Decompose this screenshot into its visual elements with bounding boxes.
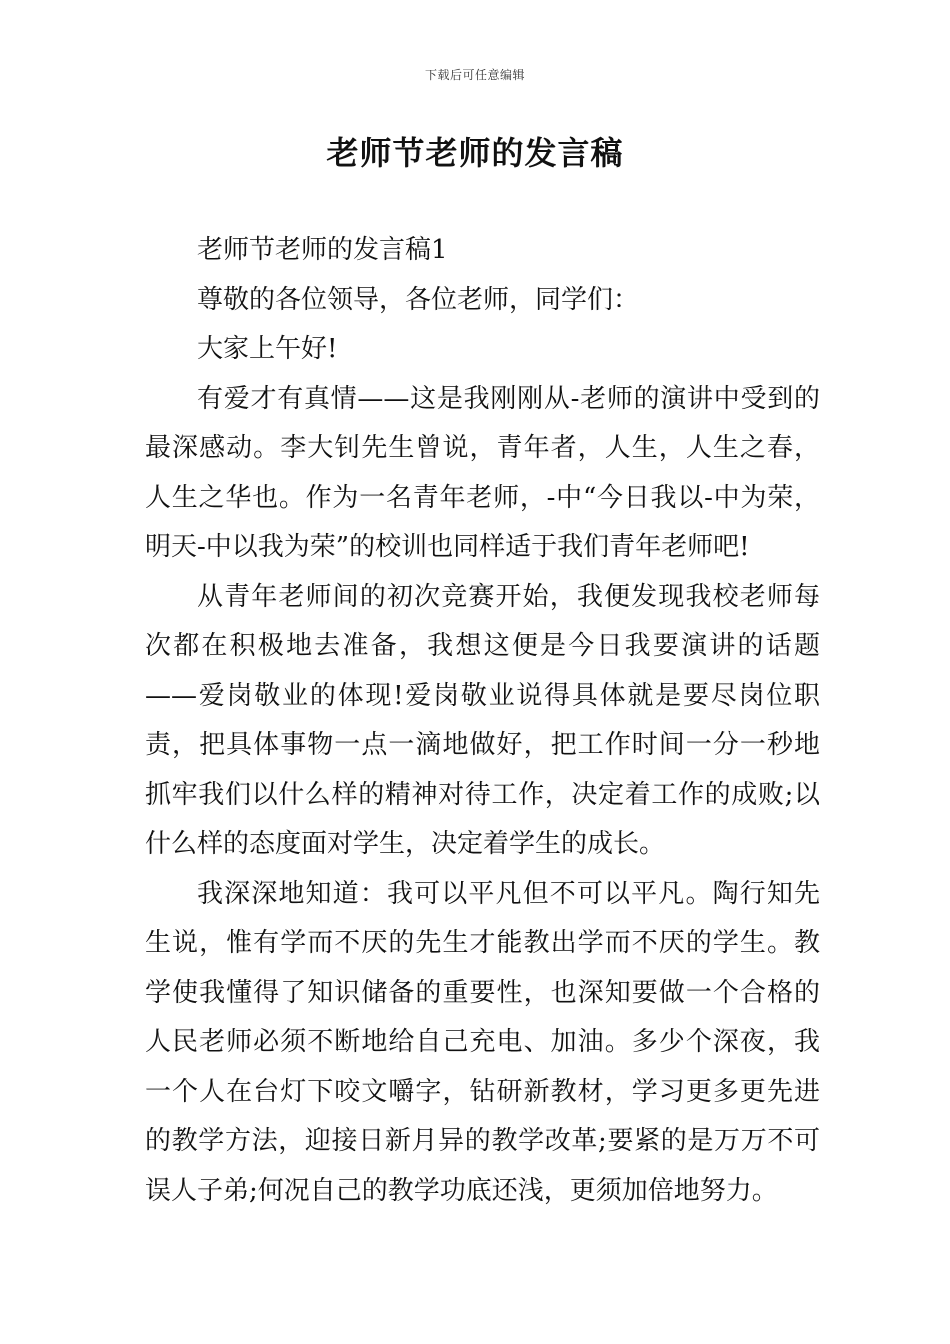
paragraph-subtitle: 老师节老师的发言稿1 xyxy=(197,235,448,265)
paragraph-body: 我深深地知道：我可以平凡但不可以平凡。陶行知先生说，惟有学而不厌的先生才能教出学而不厌的学生。教学使我懂得了知识储备的重要性，也深知要做一个合格的人民老师必须不断地给自己充电、加油。多少个深夜，我一个人在台灯下咬文嚼字，钻研新教材，学习更多更先进的教学方法，迎接日新月异的教学改革;要紧的是万万不可误人子弟;何况自己的教学功底还浅，更须加倍地努力。 xyxy=(145,878,820,1206)
header-note: 下载后可任意编辑 xyxy=(424,68,525,82)
paragraph-body: 有爱才有真情——这是我刚刚从-老师的演讲中受到的最深感动。李大钊先生曾说，青年者，人生，人生之春，人生之华也。作为一名青年老师，-中“今日我以-中为荣，明天-中以我为荣”的校训也同样适于我们青年老师吧! xyxy=(145,383,820,562)
document-title: 老师节老师的发言稿 xyxy=(326,134,624,172)
document-body xyxy=(145,226,820,1216)
paragraph-greeting: 大家上午好! xyxy=(197,334,338,364)
paragraph-body: 从青年老师间的初次竞赛开始，我便发现我校老师每次都在积极地去准备，我想这便是今日我要演讲的话题——爱岗敬业的体现!爱岗敬业说得具体就是要尽岗位职责，把具体事物一点一滴地做好，把工作时间一分一秒地抓牢我们以什么样的精神对待工作，决定着工作的成败;以什么样的态度面对学生，决定着学生的成长。 xyxy=(145,581,820,859)
paragraph-salutation: 尊敬的各位领导，各位老师，同学们： xyxy=(197,284,640,315)
